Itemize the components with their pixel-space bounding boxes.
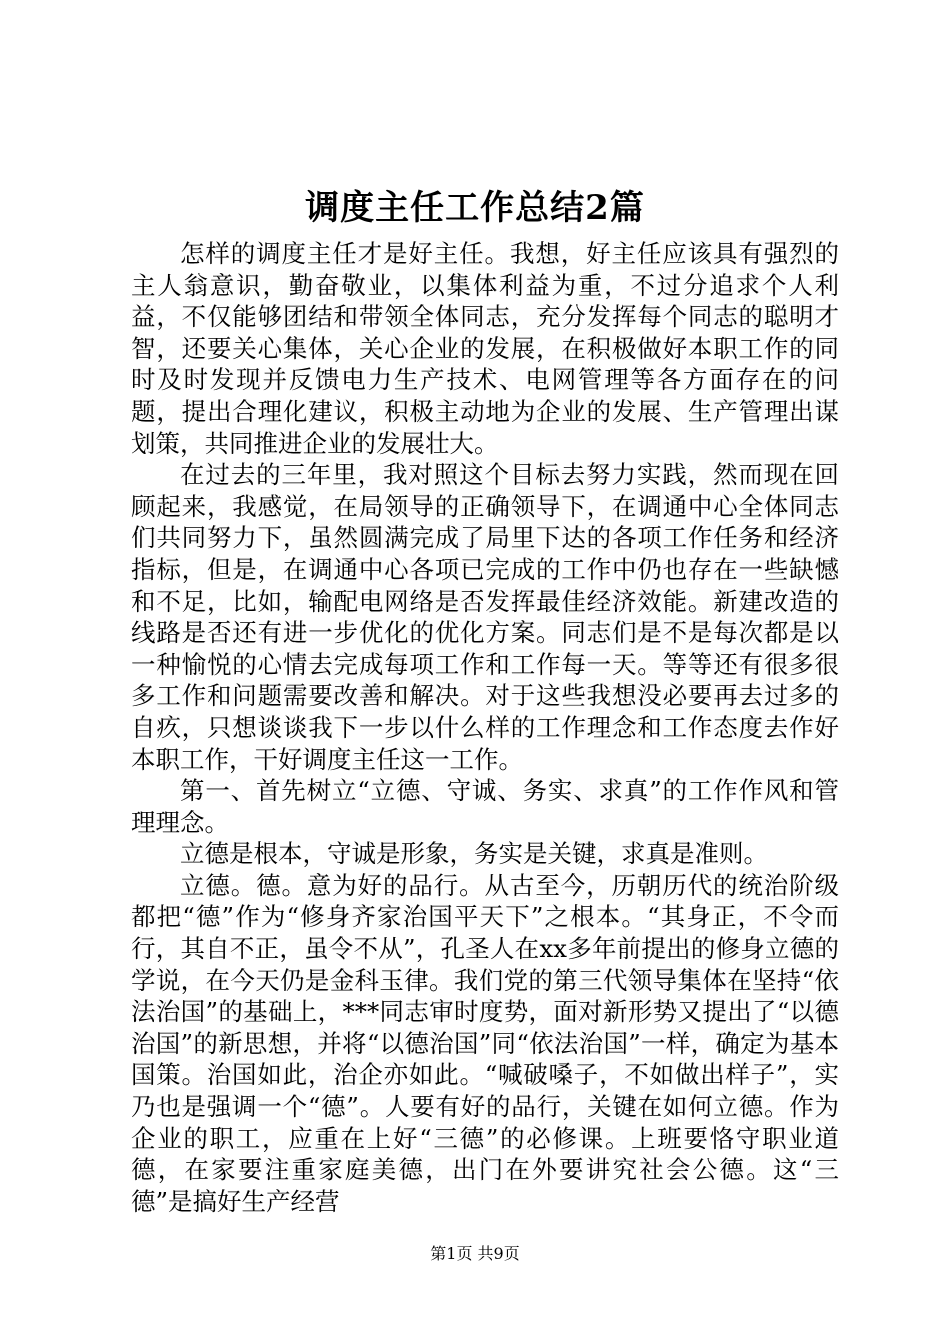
paragraph-2: 在过去的三年里，我对照这个目标去努力实践，然而现在回顾起来，我感觉，在局领导的正确领导下，在调通中心全体同志们共同努力下，虽然圆满完成了局里下达的各项工作任务和经济指标，但是，在调通中心各项已完成的工作中仍也存在一些缺憾和不足，比如，输配电网络是否发挥最佳经济效能。新建改造的线路是否还有进一步优化的优化方案。同志们是不是每次都是以一种愉悦的心情去完成每项工作和工作每一天。等等还有很多很多工作和问题需要改善和解决。对于这些我想没必要再去过多的自疚，只想谈谈我下一步以什么样的工作理念和工作态度去作好本职工作，干好调度主任这一工作。 xyxy=(131,460,839,774)
paragraph-5: 立德。德。意为好的品行。从古至今，历朝历代的统治阶级都把“德”作为“修身齐家治国平天下”之根本。“其身正，不令而行，其自不正，虽令不从”，孔圣人在xx多年前提出的修身立德的学说，在今天仍是金科玉律。我们党的第三代领导集体在坚持“依法治国”的基础上，***同志审时度势，面对新形势又提出了“以德治国”的新思想，并将“以德治国”同“依法治国”一样，确定为基本国策。治国如此，治企亦如此。“喊破嗓子，不如做出样子”，实乃也是强调一个“德”。人要有好的品行，关键在如何立德。作为企业的职工，应重在上好“三德”的必修课。上班要恪守职业道德，在家要注重家庭美德，出门在外要讲究社会公德。这“三德”是搞好生产经营 xyxy=(131,870,839,1216)
paragraph-1: 怎样的调度主任才是好主任。我想，好主任应该具有强烈的主人翁意识，勤奋敬业，以集体利益为重，不过分追求个人利益，不仅能够团结和带领全体同志，充分发挥每个同志的聪明才智，还要关心集体，关心企业的发展，在积极做好本职工作的同时及时发现并反馈电力生产技术、电网管理等各方面存在的问题，提出合理化建议，积极主动地为企业的发展、生产管理出谋划策，共同推进企业的发展壮大。 xyxy=(131,239,839,458)
page-number-footer: 第1页 共9页 xyxy=(430,1244,520,1263)
paragraph-4: 立德是根本，守诚是形象，务实是关键，求真是准则。 xyxy=(180,839,768,869)
document-title: 调度主任工作总结2篇 xyxy=(305,188,645,228)
paragraph-3: 第一、首先树立“立德、守诚、务实、求真”的工作作风和管理理念。 xyxy=(131,776,839,837)
document-body xyxy=(131,238,839,1217)
